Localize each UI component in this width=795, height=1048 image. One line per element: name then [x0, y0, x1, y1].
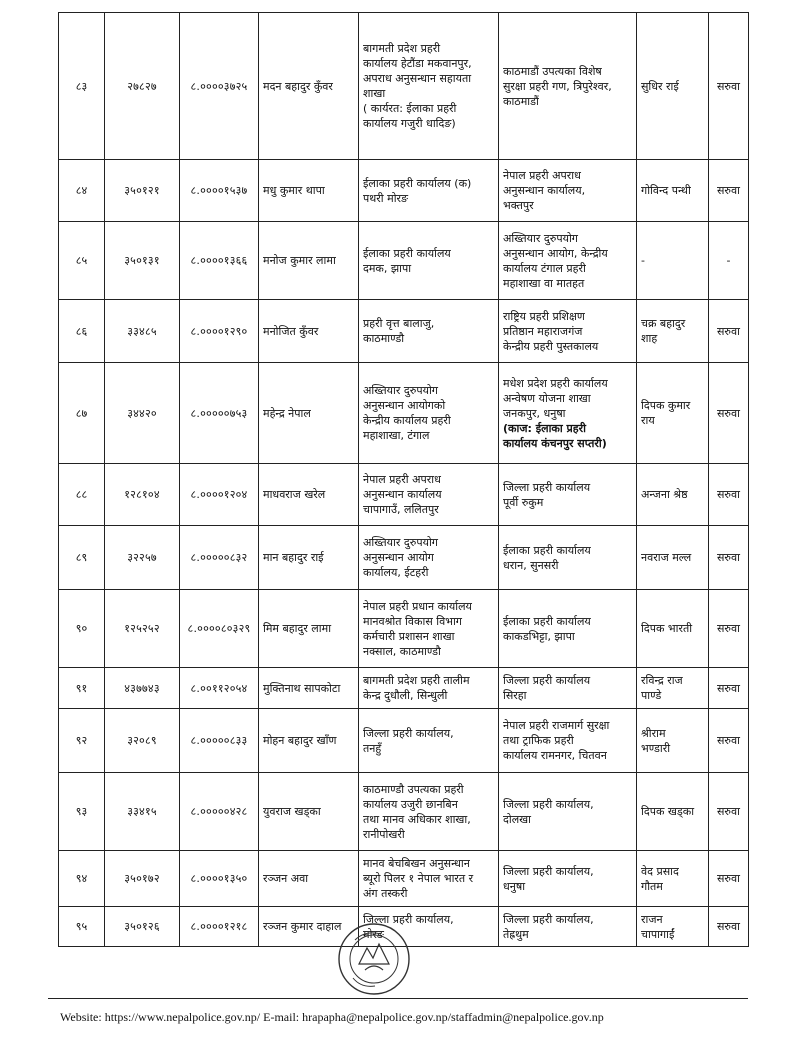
cell-line: अख्तियार दुरुपयोग	[363, 536, 438, 549]
current-office-cell	[359, 13, 499, 160]
new-office-cell	[499, 709, 637, 773]
current-office-cell	[359, 526, 499, 590]
current-office-cell	[359, 668, 499, 709]
cell-line: बागमती प्रदेश प्रहरी	[363, 42, 441, 55]
table-body	[59, 13, 749, 947]
cell-line: तथा ट्राफिक प्रहरी	[503, 734, 574, 747]
cell-line: काठमाण्डौ उपत्यका प्रहरी	[363, 782, 464, 796]
current-office-cell	[359, 160, 499, 222]
cell-line: मानवश्रोत विकास विभाग	[363, 614, 462, 628]
new-office-cell	[499, 907, 637, 947]
cell-line: तनहुँ	[363, 741, 382, 755]
current-office-cell	[359, 363, 499, 464]
cell-line: काठमाडौं	[503, 94, 539, 108]
new-office-cell	[499, 464, 637, 526]
cell-line: राजन	[641, 912, 663, 926]
rank-number-cell: ३२२५७	[105, 526, 180, 590]
symbol-number-cell: ८.००००१२१८	[180, 907, 259, 947]
new-office-cell	[499, 222, 637, 300]
name-cell: रञ्जन कुमार दाहाल	[259, 907, 359, 947]
new-office-cell	[499, 13, 637, 160]
cell-line: जिल्ला प्रहरी कार्यालय,	[363, 726, 454, 740]
serial-number-cell: ८६	[59, 300, 105, 363]
cell-line: केन्द्रीय प्रहरी पुस्तकालय	[503, 339, 599, 353]
table-row	[59, 464, 749, 526]
new-office-cell	[499, 526, 637, 590]
cell-line: धरान, सुनसरी	[503, 558, 559, 572]
table-row	[59, 709, 749, 773]
cell-line: शाखा	[363, 87, 386, 100]
cell-line: अनुसन्धान कार्यालय,	[503, 184, 586, 197]
name-cell: महेन्द्र नेपाल	[259, 363, 359, 464]
status-cell: सरुवा	[709, 363, 749, 464]
rank-number-cell: १२८१०४	[105, 464, 180, 526]
cell-line: तथा मानव अधिकार शाखा,	[363, 812, 471, 826]
serial-number-cell: ९४	[59, 851, 105, 907]
new-office-cell	[499, 773, 637, 851]
cell-line: काठमाण्डौ	[363, 332, 405, 345]
cell-line: मधेश प्रदेश प्रहरी कार्यालय	[503, 376, 608, 390]
cell-line: ईलाका प्रहरी कार्यालय	[503, 543, 591, 557]
cell-line: पथरी मोरङ	[363, 191, 409, 205]
symbol-number-cell: ८.००००३७२५	[180, 13, 259, 160]
cell-line: अनुसन्धान आयोगको	[363, 399, 446, 412]
name-cell: युवराज खड्का	[259, 773, 359, 851]
table-row	[59, 300, 749, 363]
status-cell: सरुवा	[709, 160, 749, 222]
replacement-cell	[637, 773, 709, 851]
replacement-cell	[637, 907, 709, 947]
serial-number-cell: ८८	[59, 464, 105, 526]
cell-line: नक्साल, काठमाण्डौ	[363, 644, 441, 658]
current-office-cell	[359, 709, 499, 773]
cell-line: सिरहा	[503, 689, 527, 702]
cell-line: कार्यालय रामनगर, चितवन	[503, 749, 607, 762]
cell-line: प्रहरी वृत्त बालाजु,	[363, 317, 435, 330]
status-cell: सरुवा	[709, 526, 749, 590]
cell-line: कार्यालय उजुरी छानबिन	[363, 797, 458, 811]
rank-number-cell: ३५०१७२	[105, 851, 180, 907]
website-link[interactable]: https://www.nepalpolice.gov.np/	[104, 1010, 261, 1024]
cell-line: अन्जना श्रेष्ठ	[641, 488, 688, 501]
name-cell: माधवराज खरेल	[259, 464, 359, 526]
cell-line: जिल्ला प्रहरी कार्यालय,	[503, 912, 594, 926]
cell-line: (काज: ईलाका प्रहरी	[503, 421, 586, 435]
replacement-cell	[637, 222, 709, 300]
cell-line: कार्यालय गजुरी धादिङ)	[363, 117, 456, 130]
symbol-number-cell: ८.००००१२९०	[180, 300, 259, 363]
cell-line: जिल्ला प्रहरी कार्यालय	[503, 674, 591, 687]
new-office-cell	[499, 590, 637, 668]
serial-number-cell: ९३	[59, 773, 105, 851]
replacement-cell	[637, 464, 709, 526]
name-cell: मुक्तिनाथ सापकोटा	[259, 668, 359, 709]
symbol-number-cell: ८.०००००४२८	[180, 773, 259, 851]
cell-line: श्रीराम	[641, 726, 666, 740]
cell-line: अख्तियार दुरुपयोग	[503, 231, 578, 245]
status-cell: सरुवा	[709, 300, 749, 363]
cell-line: दोलखा	[503, 812, 531, 826]
serial-number-cell: ८९	[59, 526, 105, 590]
cell-line: ( कार्यरत: ईलाका प्रहरी	[363, 102, 457, 115]
cell-line: महाशाखा वा मातहत	[503, 276, 585, 290]
rank-number-cell: ३३४८५	[105, 300, 180, 363]
rank-number-cell: २७८२७	[105, 13, 180, 160]
symbol-number-cell: ८.०००००८३३	[180, 709, 259, 773]
replacement-cell	[637, 363, 709, 464]
new-office-cell	[499, 851, 637, 907]
table-row	[59, 222, 749, 300]
symbol-number-cell: ८.०००००७५३	[180, 363, 259, 464]
status-cell: सरुवा	[709, 464, 749, 526]
rank-number-cell: ३५०१२१	[105, 160, 180, 222]
status-cell: सरुवा	[709, 668, 749, 709]
cell-line: महाशाखा, टंगाल	[363, 429, 430, 442]
email-link-staffadmin[interactable]: staffadmin@nepalpolice.gov.np	[451, 1010, 604, 1024]
cell-line: नेपाल प्रहरी राजमार्ग सुरक्षा	[503, 719, 610, 732]
new-office-cell	[499, 668, 637, 709]
cell-line: दिपक भारती	[641, 622, 693, 635]
serial-number-cell: ९५	[59, 907, 105, 947]
current-office-cell	[359, 773, 499, 851]
cell-line: जिल्ला प्रहरी कार्यालय,	[363, 912, 454, 926]
cell-line: गौतम	[641, 879, 663, 893]
cell-line: कार्यालय, ईटहरी	[363, 566, 429, 579]
current-office-cell	[359, 464, 499, 526]
cell-line: सुधिर राई	[641, 79, 679, 93]
replacement-cell	[637, 709, 709, 773]
cell-line: जनकपुर, धनुषा	[503, 406, 566, 420]
name-cell: मनोज कुमार लामा	[259, 222, 359, 300]
current-office-cell	[359, 590, 499, 668]
serial-number-cell: ८७	[59, 363, 105, 464]
cell-line: दमक, झापा	[363, 261, 412, 275]
status-cell: सरुवा	[709, 709, 749, 773]
cell-line: -	[641, 254, 645, 267]
cell-line: बागमती प्रदेश प्रहरी तालीम	[363, 674, 470, 687]
cell-line: केन्द्र दुधौली, सिन्धुली	[363, 689, 448, 702]
cell-line: कार्यालय टंगाल प्रहरी	[503, 261, 586, 275]
rank-number-cell: ३५०१३१	[105, 222, 180, 300]
cell-line: सुरक्षा प्रहरी गण, त्रिपुरेश्वर,	[503, 79, 612, 93]
cell-line: पाण्डे	[641, 689, 662, 702]
table-row	[59, 363, 749, 464]
cell-line: भक्तपुर	[503, 199, 534, 212]
symbol-number-cell: ८.००००१२०४	[180, 464, 259, 526]
footer-contact	[60, 1010, 750, 1025]
status-cell: सरुवा	[709, 13, 749, 160]
symbol-number-cell: ८.००००१५३७	[180, 160, 259, 222]
name-cell: मधु कुमार थापा	[259, 160, 359, 222]
symbol-number-cell: ८.००११२०५४	[180, 668, 259, 709]
cell-line: अनुसन्धान आयोग, केन्द्रीय	[503, 246, 608, 260]
cell-line: भण्डारी	[641, 741, 671, 755]
table-row	[59, 773, 749, 851]
cell-line: नेपाल प्रहरी अपराध	[503, 169, 581, 182]
replacement-cell	[637, 851, 709, 907]
cell-line: अख्तियार दुरुपयोग	[363, 384, 438, 397]
replacement-cell	[637, 590, 709, 668]
cell-line: गोविन्द पन्थी	[641, 184, 691, 197]
cell-line: ब्यूरो पिलर १ नेपाल भारत र	[363, 872, 474, 885]
cell-line: ईलाका प्रहरी कार्यालय (क)	[363, 176, 472, 190]
serial-number-cell: ९२	[59, 709, 105, 773]
current-office-cell	[359, 851, 499, 907]
cell-line: कार्यालय हेटौंडा मकवानपुर,	[363, 57, 472, 70]
name-cell: मनोजित कुँवर	[259, 300, 359, 363]
cell-line: नवराज मल्ल	[641, 551, 692, 564]
table-row	[59, 851, 749, 907]
cell-line: मानव बेचबिखन अनुसन्धान	[363, 857, 470, 870]
rank-number-cell: ३५०१२६	[105, 907, 180, 947]
cell-line: दिपक कुमार	[641, 399, 691, 412]
new-office-cell	[499, 160, 637, 222]
replacement-cell	[637, 300, 709, 363]
cell-line: जिल्ला प्रहरी कार्यालय,	[503, 864, 594, 878]
table-row	[59, 526, 749, 590]
cell-line: दिपक खड्का	[641, 805, 695, 818]
cell-line: जिल्ला प्रहरी कार्यालय	[503, 480, 591, 494]
cell-line: रानीपोखरी	[363, 827, 405, 841]
cell-line: अंग तस्करी	[363, 887, 408, 900]
serial-number-cell: ९१	[59, 668, 105, 709]
name-cell: मदन बहादुर कुँवर	[259, 13, 359, 160]
symbol-number-cell: ८.००००१३६६	[180, 222, 259, 300]
replacement-cell	[637, 160, 709, 222]
name-cell: रञ्जन अवा	[259, 851, 359, 907]
cell-line: मोरङ	[363, 927, 384, 941]
rank-number-cell: ३४४२०	[105, 363, 180, 464]
cell-line: ईलाका प्रहरी कार्यालय	[363, 246, 451, 260]
serial-number-cell: ९०	[59, 590, 105, 668]
table-row	[59, 160, 749, 222]
cell-line: अनुसन्धान कार्यालय	[363, 488, 442, 501]
cell-line: कार्यालय कंचनपुर सप्तरी)	[503, 436, 607, 450]
email-separator: /	[447, 1010, 452, 1024]
replacement-cell	[637, 526, 709, 590]
cell-line: चक्र बहादुर	[641, 317, 686, 330]
symbol-number-cell: ८.००००८०३२९	[180, 590, 259, 668]
cell-line: चापागाउँ, ललितपुर	[363, 503, 439, 516]
cell-line: प्रतिष्ठान महाराजगंज	[503, 324, 583, 338]
table-row	[59, 13, 749, 160]
email-link-hr[interactable]: hrapapha@nepalpolice.gov.np	[302, 1010, 448, 1024]
cell-line: राष्ट्रिय प्रहरी प्रशिक्षण	[503, 309, 585, 323]
table-row	[59, 668, 749, 709]
symbol-number-cell: ८.०००००८३२	[180, 526, 259, 590]
rank-number-cell: ४३७७४३	[105, 668, 180, 709]
cell-line: केन्द्रीय कार्यालय प्रहरी	[363, 414, 451, 427]
serial-number-cell: ८५	[59, 222, 105, 300]
cell-line: जिल्ला प्रहरी कार्यालय,	[503, 797, 594, 811]
status-cell: सरुवा	[709, 590, 749, 668]
rank-number-cell: १२५२५२	[105, 590, 180, 668]
cell-line: अनुसन्धान आयोग	[363, 551, 434, 564]
cell-line: अन्वेषण योजना शाखा	[503, 391, 591, 405]
cell-line: धनुषा	[503, 879, 526, 893]
name-cell: मोहन बहादुर खाँण	[259, 709, 359, 773]
cell-line: काठमाडौं उपत्यका विशेष	[503, 64, 602, 78]
status-cell: सरुवा	[709, 851, 749, 907]
website-label: Website:	[60, 1010, 105, 1024]
cell-line: तेह्रथुम	[503, 927, 529, 941]
cell-line: शाह	[641, 332, 658, 345]
cell-line: राय	[641, 414, 655, 427]
table-row	[59, 590, 749, 668]
rank-number-cell: ३३४१५	[105, 773, 180, 851]
cell-line: नेपाल प्रहरी प्रधान कार्यालय	[363, 599, 472, 613]
cell-line: अपराध अनुसन्धान सहायता	[363, 72, 472, 85]
serial-number-cell: ८४	[59, 160, 105, 222]
transfer-table	[58, 12, 749, 947]
replacement-cell	[637, 13, 709, 160]
new-office-cell	[499, 300, 637, 363]
status-cell: सरुवा	[709, 907, 749, 947]
cell-line: रविन्द्र राज	[641, 674, 683, 687]
new-office-cell	[499, 363, 637, 464]
symbol-number-cell: ८.००००१३५०	[180, 851, 259, 907]
serial-number-cell: ८३	[59, 13, 105, 160]
rank-number-cell: ३२०८९	[105, 709, 180, 773]
current-office-cell	[359, 300, 499, 363]
name-cell: मिम बहादुर लामा	[259, 590, 359, 668]
cell-line: काकडभिट्टा, झापा	[503, 629, 575, 643]
cell-line: पूर्वी रुकुम	[503, 495, 544, 509]
status-cell: -	[709, 222, 749, 300]
cell-line: ईलाका प्रहरी कार्यालय	[503, 614, 591, 628]
cell-line: वेद प्रसाद	[641, 864, 679, 878]
replacement-cell	[637, 668, 709, 709]
footer-divider	[48, 998, 748, 999]
cell-line: नेपाल प्रहरी अपराध	[363, 473, 441, 486]
cell-line: कर्मचारी प्रशासन शाखा	[363, 629, 455, 643]
current-office-cell	[359, 222, 499, 300]
email-label: E-mail:	[260, 1010, 303, 1024]
cell-line: चापागाईं	[641, 927, 675, 941]
official-seal-icon	[335, 920, 413, 998]
status-cell: सरुवा	[709, 773, 749, 851]
name-cell: मान बहादुर राई	[259, 526, 359, 590]
